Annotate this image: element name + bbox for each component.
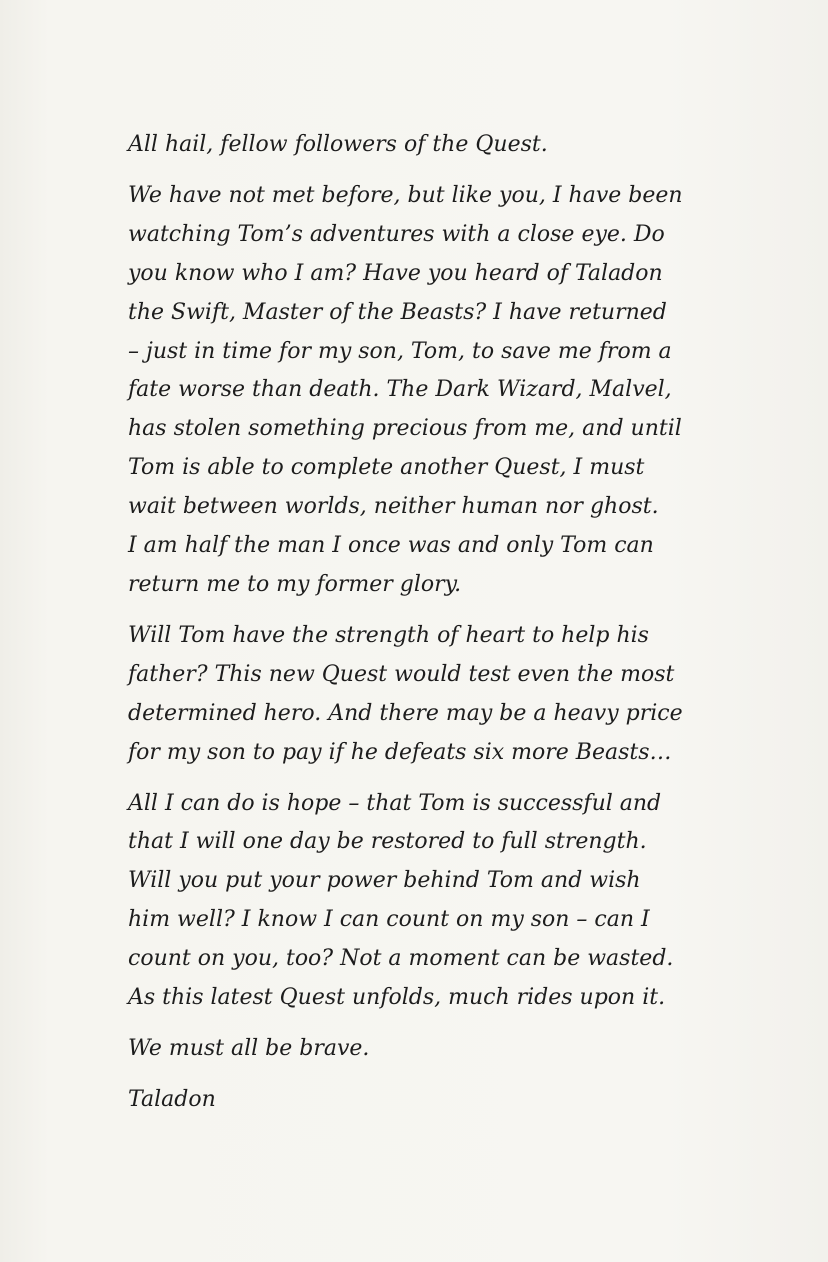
paragraph-gap xyxy=(128,165,780,177)
paragraph-1 xyxy=(128,177,780,605)
greeting xyxy=(128,126,780,165)
closing xyxy=(128,1030,780,1069)
text-line: Will Tom have the strength of heart to help his xyxy=(128,622,649,648)
text-line: We have not met before, but like you, I have been xyxy=(128,182,683,208)
text-line: Tom is able to complete another Quest, I must xyxy=(128,455,645,481)
text-line: wait between worlds, neither human nor ghost. xyxy=(128,494,659,520)
text-line: has stolen something precious from me, and until xyxy=(128,416,682,442)
text-line: him well? I know I can count on my son – can I xyxy=(128,907,650,933)
letter-body xyxy=(128,126,780,1120)
text-line: fate worse than death. The Dark Wizard, Malvel, xyxy=(128,377,672,403)
paragraph-gap xyxy=(128,1069,780,1081)
text-line: watching Tom’s adventures with a close eye. Do xyxy=(128,221,665,247)
text-line: Will you put your power behind Tom and wish xyxy=(128,868,641,894)
text-line: that I will one day be restored to full strength. xyxy=(128,829,647,855)
paragraph-gap xyxy=(128,605,780,617)
paragraph-gap xyxy=(128,1018,780,1030)
text-line: you know who I am? Have you heard of Taladon xyxy=(128,260,663,286)
paragraph-gap xyxy=(128,773,780,785)
greeting-line: All hail, fellow followers of the Quest. xyxy=(128,132,548,157)
text-line: the Swift, Master of the Beasts? I have returned xyxy=(128,299,667,325)
text-line: determined hero. And there may be a heavy price xyxy=(128,700,683,726)
paragraph-2 xyxy=(128,617,780,773)
text-line: return me to my former glory. xyxy=(128,571,462,597)
signature xyxy=(128,1081,780,1120)
text-line: for my son to pay if he defeats six more Beasts… xyxy=(128,739,672,765)
text-line: father? This new Quest would test even the most xyxy=(128,661,675,687)
text-line: – just in time for my son, Tom, to save me from a xyxy=(128,338,672,364)
text-line: All I can do is hope – that Tom is successful and xyxy=(128,790,662,816)
text-line: I am half the man I once was and only Tom can xyxy=(128,533,654,559)
signature-line: Taladon xyxy=(128,1086,216,1112)
closing-line: We must all be brave. xyxy=(128,1035,370,1061)
paragraph-3 xyxy=(128,785,780,1018)
text-line: count on you, too? Not a moment can be wasted. xyxy=(128,946,674,972)
text-line: As this latest Quest unfolds, much rides upon it. xyxy=(128,985,666,1011)
